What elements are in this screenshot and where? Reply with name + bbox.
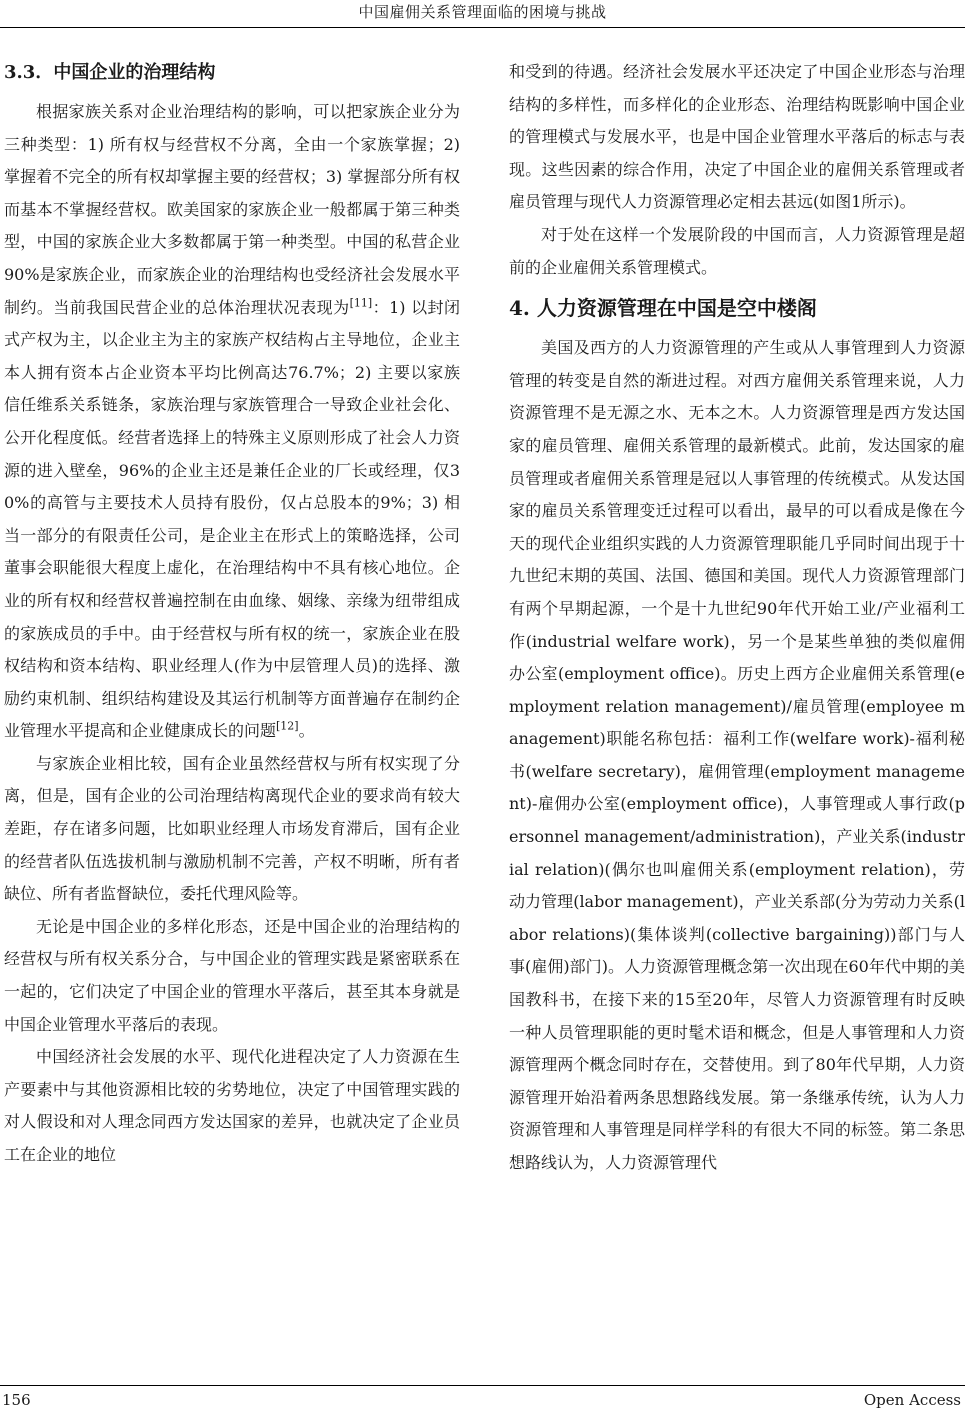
left-paragraph-1-part-c: 。	[298, 721, 315, 741]
publisher-label: Open Access	[863, 1391, 961, 1409]
left-paragraph-2: 与家族企业相比较，国有企业虽然经营权与所有权实现了分离，但是，国有企业的公司治理结构离现代企业的要求尚有较大差距，存在诸多问题，比如职业经理人市场发育滞后，国有企业的经营者队伍选拔机制与激励机制不完善，产权不明晰，所有者缺位、所有者监督缺位，委托代理风险等。	[4, 753, 460, 904]
citation-12[interactable]: [12]	[276, 719, 299, 733]
left-paragraph-1-part-b: ：1) 以封闭式产权为主，以企业主为主的家族产权结构占主导地位，企业主本人拥有资本占企业资本平均比例高达76.7%；2) 主要以家族信任维系关系链条，家族治理与家族管理合一导致企业社会化、公开化程度低。经营者选择上的特殊主义原则形成了社会人力资源的进入壁垒，96%的企业主还是兼任企业的厂长或经理，仅30%的高管与主要技术人员持有股份，仅占总股本的9%；3) 相当一部分的有限责任公司，是企业主在形式上的策略选择，公司董事会职能很大程度上虚化，在治理结构中不具有核心地位。企业的所有权和经营权普遍控制在由血缘、姻缘、亲缘为纽带组成的家族成员的手中。由于经营权与所有权的统一，家族企业在股权结构和资本结构、职业经理人(作为中层管理人员)的选择、激励约束机制、组织结构建设及其运行机制等方面普遍存在制约企业管理水平提高和企业健康成长的问题	[4, 297, 460, 741]
left-paragraph-1-part-a: 根据家族关系对企业治理结构的影响，可以把家族企业分为三种类型：1) 所有权与经营权不分离，全由一个家族掌握；2) 掌握着不完全的所有权却掌握主要的经营权；3) 掌握部分所有权而基本不掌握经营权。欧美国家的家族企业一般都属于第三种类型，中国的家族企业大多数都属于第一种类型。中国的私营企业90%是家族企业，而家族企业的治理结构也受经济社会发展水平制约。当前我国民营企业的总体治理状况表现为	[4, 102, 460, 317]
running-header: 中国雇佣关系管理面临的困境与挑战	[358, 3, 607, 21]
citation-11[interactable]: [11]	[349, 296, 373, 310]
page-number: 156	[2, 1391, 31, 1409]
right-paragraph-2: 对于处在这样一个发展阶段的中国而言，人力资源管理是超前的企业雇佣关系管理模式。	[509, 224, 965, 277]
left-paragraph-3: 无论是中国企业的多样化形态，还是中国企业的治理结构的经营权与所有权关系分合，与中国企业的管理实践是紧密联系在一起的，它们决定了中国企业的管理水平落后，甚至其本身就是中国企业管理水平落后的表现。	[4, 916, 460, 1034]
section-heading-3-3: 3.3．中国企业的治理结构	[4, 62, 216, 83]
left-paragraph-4: 中国经济社会发展的水平、现代化进程决定了人力资源在生产要素中与其他资源相比较的劣势地位，决定了中国管理实践的对人假设和对人理念同西方发达国家的差异，也就决定了企业员工在企业的地位	[4, 1047, 460, 1164]
right-paragraph-3: 美国及西方的人力资源管理的产生或从人事管理到人力资源管理的转变是自然的渐进过程。对西方雇佣关系管理来说，人力资源管理不是无源之水、无本之木。人力资源管理是西方发达国家的雇员管理、雇佣关系管理的最新模式。此前，发达国家的雇员管理或者雇佣关系管理是冠以人事管理的传统模式。从发达国家的雇员关系管理变迁过程可以看出，最早的可以看成是像在今天的现代企业组织实践的人力资源管理职能几乎同时间出现于十九世纪末期的英国、法国、德国和美国。现代人力资源管理部门有两个早期起源，一个是十九世纪90年代开始工业/产业福利工作(industrial welfare work)，另一个是某些单独的类似雇佣办公室(employment office)。历史上西方企业雇佣关系管理(employment relation management)/雇员管理(employee management)职能名称包括：福利工作(welfare work)-福利秘书(welfare secretary)，雇佣管理(employment management)-雇佣办公室(employment office)，人事管理或人事行政(personnel management/administration)，产业关系(industrial relation)(偶尔也叫雇佣关系(employment relation)，劳动力管理(labor management)，产业关系部(分为劳动力关系(labor relations)(集体谈判(collective bargaining))部门与人事(雇佣)部门)。人力资源管理概念第一次出现在60年代中期的美国教科书，在接下来的15至20年，尽管人力资源管理有时反映一种人员管理职能的更时髦术语和概念，但是人事管理和人力资源管理两个概念同时存在，交替使用。到了80年代早期，人力资源管理开始沿着两条思想路线发展。第一条继承传统，认为人力资源管理和人事管理是同样学科的有很大不同的标签。第二条思想路线认为，人力资源管理代	[509, 338, 965, 1172]
header-rule	[0, 27, 965, 28]
right-column	[509, 56, 965, 1180]
footer-rule	[0, 1385, 965, 1386]
left-column	[4, 56, 460, 1172]
left-paragraph-1	[4, 96, 460, 748]
section-heading-4: 4. 人力资源管理在中国是空中楼阁	[509, 296, 817, 321]
right-paragraph-1: 和受到的待遇。经济社会发展水平还决定了中国企业形态与治理结构的多样性，而多样化的企业形态、治理结构既影响中国企业的管理模式与发展水平，也是中国企业管理水平落后的标志与表现。这些因素的综合作用，决定了中国企业的雇佣关系管理或者雇员管理与现代人力资源管理必定相去甚远(如图1所示)。	[509, 62, 965, 212]
